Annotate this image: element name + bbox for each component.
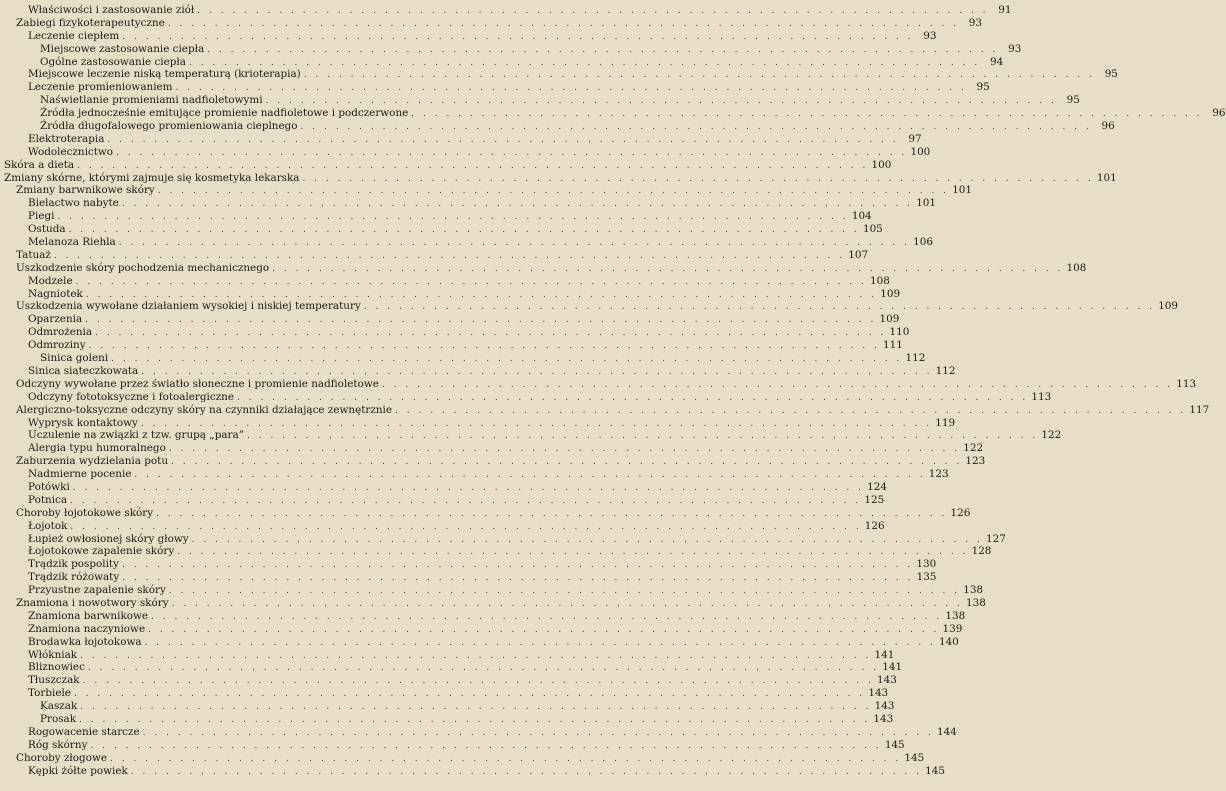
toc-entry [0,158,892,172]
toc-entry [0,700,895,713]
toc-entry-title: Źródła długofalowego promieniowania cieplnego [40,120,298,133]
toc-entry-page: 140 [938,635,959,648]
dot-leader [83,675,874,688]
toc-entry-page: 138 [963,584,984,597]
toc-entry-title: Uszkodzenie skóry pochodzenia mechanicznego [16,261,270,274]
toc-entry-page: 107 [848,248,869,261]
toc-entry-title: Potnica [28,493,68,506]
toc-entry-title: Właściwości i zastosowanie ziół [28,4,195,16]
toc-entry-title: Elektroterapia [28,132,105,145]
toc-entry-title: Bielactwo nabyte [28,197,119,210]
toc-entry [0,571,937,584]
toc-entry-title: Leczenie promieniowaniem [28,81,173,94]
toc-entry [0,68,1118,81]
toc-entry [0,429,1062,442]
toc-entry-page: 108 [870,274,890,287]
toc-entry-page: 109 [879,313,900,326]
dot-leader [151,611,942,624]
toc-entry-title: Ogólne zastosowanie ciepła [40,55,186,68]
toc-entry-page: 112 [935,364,956,377]
dot-leader [111,353,902,366]
toc-entry-page: 117 [1189,403,1210,416]
toc-entry-page: 144 [937,725,957,738]
dot-leader [192,534,983,547]
toc-entry-page: 143 [876,674,897,687]
toc-entry-title: Skóra a dieta [4,158,75,171]
dot-leader [364,301,1155,314]
toc-entry-page: 106 [913,236,933,249]
toc-entry [0,390,1052,404]
toc-entry-title: Alergia typu humoralnego [28,442,166,455]
dot-leader [134,469,925,482]
toc-entry-page: 123 [928,468,949,481]
toc-entry-page: 145 [904,751,925,764]
toc-entry [0,687,889,700]
dot-leader [382,379,1173,392]
toc-entry [0,455,986,468]
dot-leader [122,572,913,585]
toc-entry-page: 96 [1212,107,1226,120]
dot-leader [119,237,910,250]
toc-entry [0,725,957,739]
toc-entry-page: 143 [873,712,894,725]
toc-entry-title: Tłuszczak [28,674,80,687]
toc-entry-page: 95 [1104,68,1118,81]
toc-entry [0,506,971,520]
toc-entry [0,274,890,288]
toc-entry-title: Włókniak [28,648,78,661]
toc-entry-title: Znamiona barwnikowe [28,609,149,622]
toc-entry-title: Choroby łojotokowe skóry [16,506,154,519]
toc-entry-page: 119 [935,416,956,429]
toc-entry [0,416,956,430]
toc-entry-title: Tatuaż [16,248,51,261]
dot-leader [158,185,949,198]
dot-leader [197,5,988,18]
dot-leader [70,521,861,534]
toc-entry-page: 145 [884,738,905,751]
toc-entry-title: Bliznowiec [28,661,85,674]
toc-entry-page: 93 [1008,42,1022,55]
toc-entry [0,764,946,778]
toc-entry-title: Zmiany barwnikowe skóry [16,184,155,197]
toc-entry-title: Znamiona i nowotwory skóry [16,596,169,609]
toc-entry-title: Sinica goleni [40,352,109,365]
toc-entry-title: Leczenie ciepłem [28,29,120,42]
dot-leader [74,688,865,701]
toc-entry [0,197,937,210]
toc-entry [0,184,973,197]
toc-entry [0,442,984,455]
toc-entry-page: 122 [1041,429,1062,442]
toc-entry-title: Zabiegi fizykoterapeutyczne [16,16,165,29]
toc-entry-title: Choroby złogowe [16,751,107,764]
toc-entry-title: Miejscowe zastosowanie ciepła [40,42,205,55]
toc-entry [0,120,1115,133]
toc-entry-page: 124 [867,480,887,493]
toc-entry [0,493,885,507]
toc-entry [0,132,922,146]
dot-leader [88,662,879,675]
toc-entry-title: Miejscowe leczenie niską temperaturą (krioterapia) [28,68,301,81]
dot-leader [169,443,960,456]
dot-leader [156,508,947,521]
toc-entry [0,609,966,623]
toc-entry [0,403,1210,417]
toc-entry-page: 138 [966,596,986,609]
dot-leader [110,753,901,766]
dot-leader [80,701,871,714]
toc-entry-page: 101 [916,197,937,210]
toc-entry-title: Odczyny fototoksyczne i fotoalergiczne [28,390,235,403]
toc-entry [0,622,963,636]
toc-entry-title: Prosak [40,712,77,725]
toc-entry [0,596,986,610]
toc-entry-page: 105 [862,223,883,236]
dot-leader [85,314,876,327]
dot-leader [122,198,913,211]
toc-entry-page: 143 [874,700,895,713]
toc-entry-page: 111 [882,339,903,352]
toc-entry-title: Zaburzenia wydzielania potu [16,455,169,468]
toc-entry-page: 122 [963,442,984,455]
toc-entry [0,339,903,352]
toc-entry [0,674,897,687]
toc-entry-title: Ostuda [28,223,66,236]
dot-leader [80,650,871,663]
toc-entry-title: Trądzik pospolity [28,558,119,571]
toc-entry-title: Wodolecznictwo [28,145,114,158]
toc-entry-page: 108 [1066,261,1087,274]
toc-entry-page: 139 [942,622,963,635]
dot-leader [143,727,934,740]
toc-entry-title: Modzele [28,274,73,287]
toc-entry-page: 141 [874,648,895,661]
dot-leader [171,456,962,469]
dot-leader [303,173,1094,186]
toc-entry-page: 94 [989,55,1004,68]
toc-entry-page: 110 [889,326,910,339]
toc-entry [0,326,910,339]
toc-entry-title: Znamiona naczyniowe [28,622,146,635]
toc-entry-title: Zmiany skórne, którymi zajmuje się kosmetyka lekarska [4,171,300,184]
dot-leader [107,134,898,147]
toc-entry [0,558,937,571]
dot-leader [76,276,867,289]
toc-entry-page: 96 [1101,120,1115,133]
toc-entry [0,661,903,674]
toc-entry-page: 123 [965,455,986,468]
toc-entry-page: 127 [986,532,1006,545]
toc-entry-page: 93 [968,16,983,29]
toc-entry-page: 143 [868,687,889,700]
toc-entry-title: Alergiczno-toksyczne odczyny skóry na czynniki działające zewnętrznie [16,403,393,416]
dot-leader [122,559,913,572]
toc-entry [0,42,1022,56]
toc-entry-title: Źródła jednocześnie emitujące promienie nadfioletowe i podczerwone [40,107,409,120]
toc-entry-page: 109 [1158,300,1179,313]
toc-entry [0,4,1012,17]
toc-entry-title: Odmroziny [28,339,86,352]
dot-leader [247,430,1038,443]
toc-entry [0,751,925,765]
toc-entry-title: Uszkodzenia wywołane działaniem wysokiej i niskiej temperatury [16,300,361,313]
toc-entry-title: Rogowacenie starcze [28,725,140,738]
toc-entry-page: 130 [916,558,937,571]
toc-entry-title: Melanoza Riehla [28,236,116,249]
toc-entry [0,480,887,494]
toc-entry-page: 101 [1096,171,1117,184]
toc-entry-page: 125 [864,493,885,506]
toc-entry [0,313,900,326]
dot-leader [148,624,939,637]
toc-entry-page: 91 [998,4,1012,16]
toc-entry-page: 95 [976,81,990,94]
toc-entry-page: 100 [910,145,931,158]
dot-leader [207,44,998,57]
dot-leader [177,546,968,559]
toc-entry [0,519,885,533]
dot-leader [301,121,1092,134]
toc-entry-page: 113 [1031,390,1052,403]
toc-entry-title: Przyustne zapalenie skóry [28,584,166,597]
toc-entry [0,171,1117,185]
toc-entry-page: 126 [864,519,885,532]
toc-entry-title: Odmrożenia [28,326,93,339]
toc-entry [0,468,949,481]
toc-entry-page: 135 [916,571,937,584]
toc-entry-page: 95 [1066,94,1080,107]
toc-entry-title: Sinica siateczkowata [28,364,139,377]
toc-entry-page: 109 [880,287,901,300]
dot-leader [122,31,913,44]
dot-leader [90,740,881,753]
toc-entry [0,287,901,301]
toc-entry [0,545,992,558]
toc-entry [0,352,926,365]
toc-entry-page: 141 [882,661,903,674]
toc-entry-title: Piegi [28,210,55,223]
toc-entry [0,145,931,159]
dot-leader [57,211,848,224]
toc-entry [0,16,983,30]
toc-entry [0,107,1226,120]
toc-entry-title: Kaszak [40,700,78,713]
dot-leader [116,147,907,160]
toc-entry-page: 101 [952,184,973,197]
toc-entry-title: Wyprysk kontaktowy [28,416,138,429]
toc-entry [0,712,894,726]
toc-entry-title: Trądzik różowaty [28,571,120,584]
toc-entry [0,248,869,262]
toc-entry-title: Róg skórny [28,738,88,751]
toc-entry [0,377,1197,391]
toc-entry [0,261,1087,275]
toc-entry-page: 104 [851,210,872,223]
toc-entry [0,55,1004,69]
dot-leader [176,82,967,95]
dot-leader [272,263,1063,276]
toc-entry [0,648,895,662]
toc-entry-page: 112 [905,352,926,365]
dot-leader [141,418,932,431]
toc-entry-title: Łojotok [28,519,68,532]
toc-entry [0,364,956,378]
toc-entry [0,210,872,223]
toc-entry [0,635,959,649]
dot-leader [73,482,864,495]
toc-entry-page: 126 [950,506,971,519]
toc-entry-page: 93 [923,29,937,42]
toc-entry-page: 138 [945,609,966,622]
dot-leader [168,18,959,31]
toc-entry-title: Naświetlanie promieniami nadfioletowymi [40,94,263,107]
toc-entry [0,532,1006,546]
dot-leader [395,405,1186,418]
toc-entry-title: Łojotokowe zapalenie skóry [28,545,175,558]
toc-entry-title: Nagniotek [28,287,83,300]
toc-entry-title: Oparzenia [28,313,83,326]
toc-entry-title: Odczyny wywołane przez światło słoneczne i promienie nadfioletowe [16,377,379,390]
dot-leader [169,585,960,598]
dot-leader [189,57,980,70]
toc-entry-title: Łupież owłosionej skóry głowy [28,532,189,545]
toc-entry-page: 145 [925,764,946,777]
toc-entry [0,223,883,236]
toc-entry-title: Kępki żółte powiek [28,764,128,777]
dot-leader [79,714,870,727]
toc-entry-title: Potówki [28,480,70,493]
dot-leader [69,224,860,237]
toc-entry [0,236,933,249]
dot-leader [145,637,936,650]
dot-leader [131,766,922,779]
toc-entry-title: Uczulenie na związki z tzw. grupą „para” [28,429,245,442]
dot-leader [95,327,886,340]
toc-entry-page: 100 [871,158,892,171]
dot-leader [411,108,1202,121]
dot-leader [70,495,861,508]
toc-entry-title: Nadmierne pocenie [28,468,132,481]
toc-entry-page: 128 [971,545,992,558]
toc-entry-title: Torbiele [28,687,71,700]
toc-entry [0,29,937,43]
dot-leader [172,598,963,611]
toc-entry [0,584,984,597]
toc-entry-page: 113 [1176,377,1197,390]
toc-entry [0,738,905,752]
dot-leader [89,340,880,353]
toc-entry [0,300,1179,313]
toc-entry-title: Brodawka łojotokowa [28,635,142,648]
toc-entry-page: 97 [908,132,922,145]
toc-entry [0,94,1080,107]
toc-entry [0,81,990,94]
